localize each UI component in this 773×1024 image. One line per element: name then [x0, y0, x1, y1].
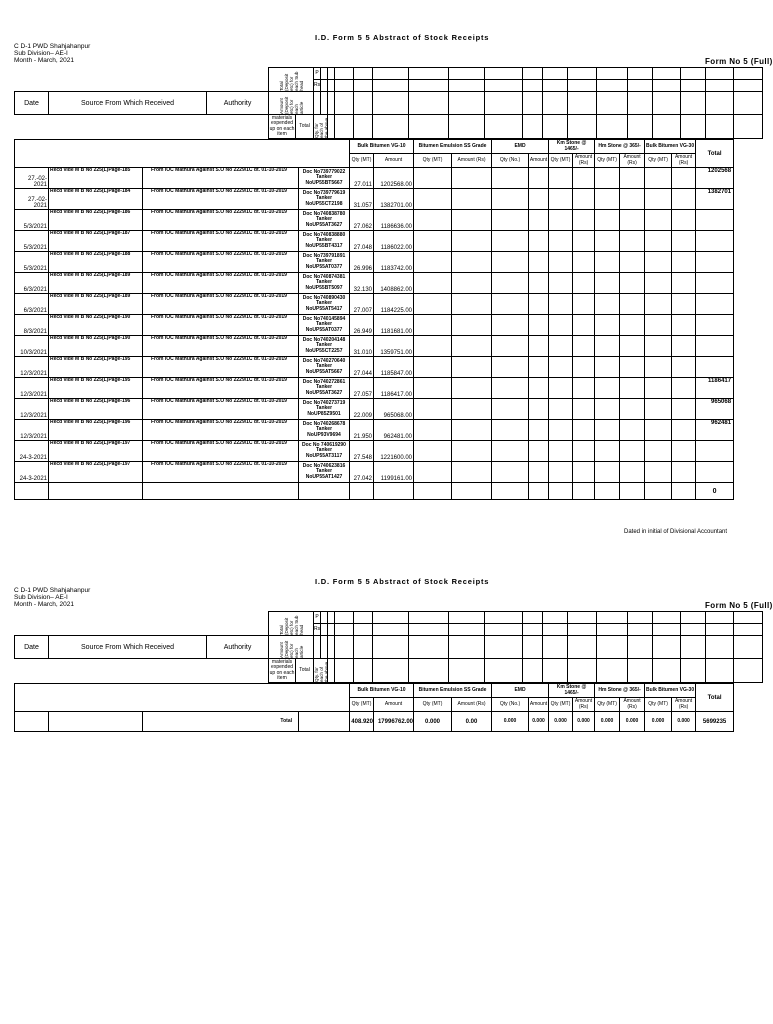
row-amount: 1181681.00	[374, 315, 414, 336]
row-mb-ref: Recd vide M B No 225(L)Page-189	[49, 294, 143, 315]
header-grid	[14, 611, 763, 683]
stock-table	[14, 139, 767, 500]
row-source: From IOC Mathura Against S.O No 2229/1C dt. 01-10-2019	[143, 378, 299, 399]
row-date: 12/3/2021	[15, 420, 49, 441]
qty-mt-header: Qty (MT)	[595, 698, 620, 712]
group-hm-stone: Hm Stone @ 365/-	[595, 684, 645, 698]
office-name: C D-1 PWD Shahjahanpur	[14, 587, 91, 594]
row-total: 962481	[696, 420, 734, 441]
total-label: Total	[296, 115, 314, 139]
row-doc: Doc No740838780 Tanker NoUP55AT3627	[299, 210, 350, 231]
row-date: 6/3/2021	[15, 273, 49, 294]
table-row	[15, 357, 767, 378]
amount-header: Amount (Rs)	[672, 698, 696, 712]
row-qty: 27.044	[350, 357, 374, 378]
office-name: C D-1 PWD Shahjahanpur	[14, 43, 91, 50]
summary-total-label: Total	[143, 712, 299, 732]
row-doc: Doc No 740619290 Tanker NoUP55AT3117	[299, 441, 350, 462]
form-number: Form No 5 (Full)	[705, 57, 773, 66]
row-source: From IOC Mathura Against S.O No 2229/1C dt. 01-10-2019	[143, 462, 299, 483]
row-total	[696, 231, 734, 252]
row-amount: 1221600.00	[374, 441, 414, 462]
row-source: From IOC Mathura Against S.O No 2229/1C dt. 01-10-2019	[143, 336, 299, 357]
row-doc: Doc No740838880 Tanker NoUP55BT4317	[299, 231, 350, 252]
table-row	[15, 462, 767, 483]
row-date: 5/3/2021	[15, 231, 49, 252]
summary-table	[14, 683, 767, 732]
row-total	[696, 315, 734, 336]
page-title: I.D. Form 5 5 Abstract of Stock Receipts	[315, 577, 490, 586]
date-header: Date	[15, 636, 49, 659]
row-qty: 21.950	[350, 420, 374, 441]
row-qty: 27.007	[350, 294, 374, 315]
amount-header: Amount	[374, 154, 414, 168]
table-row	[15, 420, 767, 441]
summary-value: 0.000	[645, 712, 672, 732]
row-qty: 27.548	[350, 441, 374, 462]
group-emd: EMD	[492, 140, 549, 154]
group-bulk-vg10: Bulk Bitumen VG-10	[350, 140, 414, 154]
row-qty: 27.048	[350, 231, 374, 252]
summary-value: 0.000	[620, 712, 645, 732]
source-header: Source From Which Received	[49, 636, 207, 659]
row-total: 1202568	[696, 168, 734, 189]
row-total	[696, 273, 734, 294]
row-date: 12/3/2021	[15, 399, 49, 420]
row-source: From IOC Mathura Against S.O No 2229/1C dt. 01-10-2019	[143, 231, 299, 252]
row-date: 12/3/2021	[15, 378, 49, 399]
row-amount: 965068.00	[374, 399, 414, 420]
row-mb-ref: Recd vide M B No 225(L)Page-196	[49, 399, 143, 420]
summary-value: 0.000	[414, 712, 452, 732]
row-mb-ref: Recd vide M B No 225(L)Page-190	[49, 336, 143, 357]
row-doc: Doc No740272861 Tanker NoUP55AT3627	[299, 378, 350, 399]
row-total: 1382701	[696, 189, 734, 210]
row-mb-ref: Recd vide M B No 225(L)Page-197	[49, 441, 143, 462]
table-row	[15, 168, 767, 189]
row-total: 965068	[696, 399, 734, 420]
header-grid	[14, 67, 763, 139]
p-label: P	[314, 612, 321, 624]
amount-header: Amount	[529, 698, 549, 712]
summary-value: 408.920	[350, 712, 374, 732]
subdivision: Sub Division– AE-I	[14, 50, 68, 57]
amount-header: Amount (Rs)	[573, 698, 595, 712]
group-bulk-vg10: Bulk Bitumen VG-10	[350, 684, 414, 698]
row-source: From IOC Mathura Against S.O No 2229/1C dt. 01-10-2019	[143, 357, 299, 378]
month-label: Month - March, 2021	[14, 601, 74, 608]
row-qty: 26.996	[350, 252, 374, 273]
amount-header: Amount	[529, 154, 549, 168]
row-total	[696, 441, 734, 462]
row-doc: Doc No740874381 Tanker NoUP55BT5097	[299, 273, 350, 294]
date-header: Date	[15, 92, 49, 115]
row-mb-ref: Recd vide M B No 225(L)Page-185	[49, 168, 143, 189]
row-doc: Doc No740268678 Tanker NoUP93V9694	[299, 420, 350, 441]
amount-header: Amount (Rs)	[573, 154, 595, 168]
row-date: 5/3/2021	[15, 252, 49, 273]
qty-mt-header: Qty (MT)	[414, 698, 452, 712]
row-amount: 1186417.00	[374, 378, 414, 399]
form-number: Form No 5 (Full)	[705, 601, 773, 610]
qty-mt-header: Qty (MT)	[549, 154, 573, 168]
qty-no-header: Qty (No.)	[492, 698, 529, 712]
amount-header: Amount (Rs)	[620, 154, 645, 168]
qty-mt-header: Qty (MT)	[350, 154, 374, 168]
row-source: From IOC Mathura Against S.O No 2229/1C dt. 01-10-2019	[143, 399, 299, 420]
table-row	[15, 441, 767, 462]
row-date: 5/3/2021	[15, 210, 49, 231]
row-amount: 1382701.00	[374, 189, 414, 210]
rs-label: Rs	[314, 80, 321, 92]
row-doc: Doc No740273719 Tanker NoUP85Z9501	[299, 399, 350, 420]
row-amount: 1408862.00	[374, 273, 414, 294]
amount-header: Amount (Rs)	[452, 154, 492, 168]
row-source: From IOC Mathura Against S.O No 2229/1C dt. 01-10-2019	[143, 210, 299, 231]
table-row	[15, 189, 767, 210]
row-mb-ref: Recd vide M B No 225(L)Page-195	[49, 378, 143, 399]
row-qty: 27.057	[350, 378, 374, 399]
total-header: Total	[696, 140, 734, 168]
row-source: From IOC Mathura Against S.O No 2229/1C dt. 01-10-2019	[143, 252, 299, 273]
materials-expended-label: materials expended up on each item	[269, 658, 295, 681]
summary-value: 0.000	[492, 712, 529, 732]
row-doc: Doc No740270640 Tanker NoUP55AT5667	[299, 357, 350, 378]
summary-value: 0.00	[452, 712, 492, 732]
row-total	[696, 336, 734, 357]
amount-header: Amount	[374, 698, 414, 712]
summary-value: 0.000	[595, 712, 620, 732]
source-header: Source From Which Received	[49, 92, 207, 115]
row-date: 6/3/2021	[15, 294, 49, 315]
row-total	[696, 462, 734, 483]
accountant-note: Dated in initial of Divisional Accountant	[624, 529, 728, 535]
row-date: 24-3-2021	[15, 462, 49, 483]
row-source: From IOC Mathura Against S.O No 2229/1C dt. 01-10-2019	[143, 189, 299, 210]
group-km-stone: Km Stone @ 1465/-	[549, 684, 595, 698]
qty-no-header: Qty (No.)	[492, 154, 529, 168]
group-km-stone: Km Stone @ 1465/-	[549, 140, 595, 154]
row-qty: 31.057	[350, 189, 374, 210]
row-amount: 1199161.00	[374, 462, 414, 483]
table-row	[15, 315, 767, 336]
summary-value: 0.000	[573, 712, 595, 732]
group-emulsion: Bitumen Emulsion SS Grade	[414, 684, 492, 698]
row-source: From IOC Mathura Against S.O No 2229/1C dt. 01-10-2019	[143, 168, 299, 189]
row-qty: 27.011	[350, 168, 374, 189]
total-header: Total	[696, 684, 734, 712]
row-doc: Doc No740890430 Tanker NoUP55AT5417	[299, 294, 350, 315]
row-amount: 1202568.00	[374, 168, 414, 189]
row-qty: 32.130	[350, 273, 374, 294]
row-date: 27.-02-2021	[15, 189, 49, 210]
qty-mt-header: Qty (MT)	[350, 698, 374, 712]
summary-value: 0.000	[529, 712, 549, 732]
materials-expended-label: materials expended up on each item	[269, 114, 295, 137]
row-doc: Doc No740145894 Tanker NoUP55AT0377	[299, 315, 350, 336]
rs-label: Rs	[314, 624, 321, 636]
summary-value: 0.000	[549, 712, 573, 732]
amount-header: Amount (Rs)	[620, 698, 645, 712]
row-source: From IOC Mathura Against S.O No 2229/1C dt. 01-10-2019	[143, 315, 299, 336]
qty-each-label: Qty. for each of the above	[314, 117, 330, 138]
row-total	[696, 294, 734, 315]
row-doc: Doc No739779619 Tanker NoUP55CT2198	[299, 189, 350, 210]
table-row	[15, 294, 767, 315]
row-amount: 1359751.00	[374, 336, 414, 357]
row-doc: Doc No740623816 Tanker NoUP55AT1427	[299, 462, 350, 483]
row-amount: 962481.00	[374, 420, 414, 441]
table-row	[15, 210, 767, 231]
group-emulsion: Bitumen Emulsion SS Grade	[414, 140, 492, 154]
table-row	[15, 336, 767, 357]
row-total: 1186417	[696, 378, 734, 399]
row-source: From IOC Mathura Against S.O No 2229/1C dt. 01-10-2019	[143, 294, 299, 315]
subdivision: Sub Division– AE-I	[14, 594, 68, 601]
row-date: 27.-02-2021	[15, 168, 49, 189]
row-source: From IOC Mathura Against S.O No 2229/1C dt. 01-10-2019	[143, 420, 299, 441]
qty-mt-header: Qty (MT)	[595, 154, 620, 168]
row-mb-ref: Recd vide M B No 225(L)Page-195	[49, 357, 143, 378]
row-total	[696, 210, 734, 231]
row-source: From IOC Mathura Against S.O No 2229/1C dt. 01-10-2019	[143, 441, 299, 462]
qty-mt-header: Qty (MT)	[645, 154, 672, 168]
row-qty: 26.949	[350, 315, 374, 336]
amount-deposit-label: Amount (Deposit etc) for each article	[278, 96, 304, 114]
authority-header: Authority	[207, 636, 269, 659]
row-qty: 27.042	[350, 462, 374, 483]
row-mb-ref: Recd vide M B No 225(L)Page-184	[49, 189, 143, 210]
row-doc: Doc No739779022 Tanker NoUP55BT5667	[299, 168, 350, 189]
row-mb-ref: Recd vide M B No 225(L)Page-197	[49, 462, 143, 483]
amount-deposit-label: Amount (Deposit etc) for each article	[278, 640, 304, 658]
row-date: 8/3/2021	[15, 315, 49, 336]
row-amount: 1184225.00	[374, 294, 414, 315]
row-mb-ref: Recd vide M B No 225(L)Page-187	[49, 231, 143, 252]
qty-mt-header: Qty (MT)	[549, 698, 573, 712]
row-date: 24-3-2021	[15, 441, 49, 462]
row-mb-ref: Recd vide M B No 225(L)Page-196	[49, 420, 143, 441]
total-label: Total	[296, 659, 314, 683]
total-deposit-label: Total (Deposit etc) for each Sub head	[278, 615, 304, 635]
page-title: I.D. Form 5 5 Abstract of Stock Receipts	[315, 33, 490, 42]
qty-mt-header: Qty (MT)	[645, 698, 672, 712]
row-qty: 22.009	[350, 399, 374, 420]
row-source: From IOC Mathura Against S.O No 2229/1C dt. 01-10-2019	[143, 273, 299, 294]
amount-header: Amount (Rs)	[452, 698, 492, 712]
qty-each-label: Qty. for each of the above	[314, 661, 330, 682]
row-qty: 31.010	[350, 336, 374, 357]
qty-mt-header: Qty (MT)	[414, 154, 452, 168]
row-total	[696, 357, 734, 378]
row-amount: 1186022.00	[374, 231, 414, 252]
grand-total: 5699235	[696, 712, 734, 732]
group-bulk-vg30: Bulk Bitumen VG-30	[645, 684, 696, 698]
row-date: 12/3/2021	[15, 357, 49, 378]
table-row	[15, 252, 767, 273]
row-amount: 1186636.00	[374, 210, 414, 231]
authority-header: Authority	[207, 92, 269, 115]
month-label: Month - March, 2021	[14, 57, 74, 64]
table-row	[15, 231, 767, 252]
group-bulk-vg30: Bulk Bitumen VG-30	[645, 140, 696, 154]
row-date: 10/3/2021	[15, 336, 49, 357]
p-label: P	[314, 68, 321, 80]
group-hm-stone: Hm Stone @ 365/-	[595, 140, 645, 154]
total-deposit-label: Total (Deposit etc) for each Sub head	[278, 71, 304, 91]
row-mb-ref: Recd vide M B No 225(L)Page-189	[49, 273, 143, 294]
row-doc: Doc No740204148 Tanker NoUP55CT2257	[299, 336, 350, 357]
row-mb-ref: Recd vide M B No 225(L)Page-186	[49, 210, 143, 231]
row-mb-ref: Recd vide M B No 225(L)Page-188	[49, 252, 143, 273]
amount-header: Amount (Rs)	[672, 154, 696, 168]
table-row	[15, 273, 767, 294]
blank-row-total: 0	[696, 483, 734, 500]
row-total	[696, 252, 734, 273]
group-emd: EMD	[492, 684, 549, 698]
summary-value: 17996762.00	[374, 712, 414, 732]
row-qty: 27.062	[350, 210, 374, 231]
table-row	[15, 399, 767, 420]
table-row	[15, 378, 767, 399]
row-amount: 1185847.00	[374, 357, 414, 378]
row-mb-ref: Recd vide M B No 225(L)Page-190	[49, 315, 143, 336]
row-doc: Doc No739791891 Tanker NoUP55AT0377	[299, 252, 350, 273]
row-amount: 1183742.00	[374, 252, 414, 273]
summary-value: 0.000	[672, 712, 696, 732]
